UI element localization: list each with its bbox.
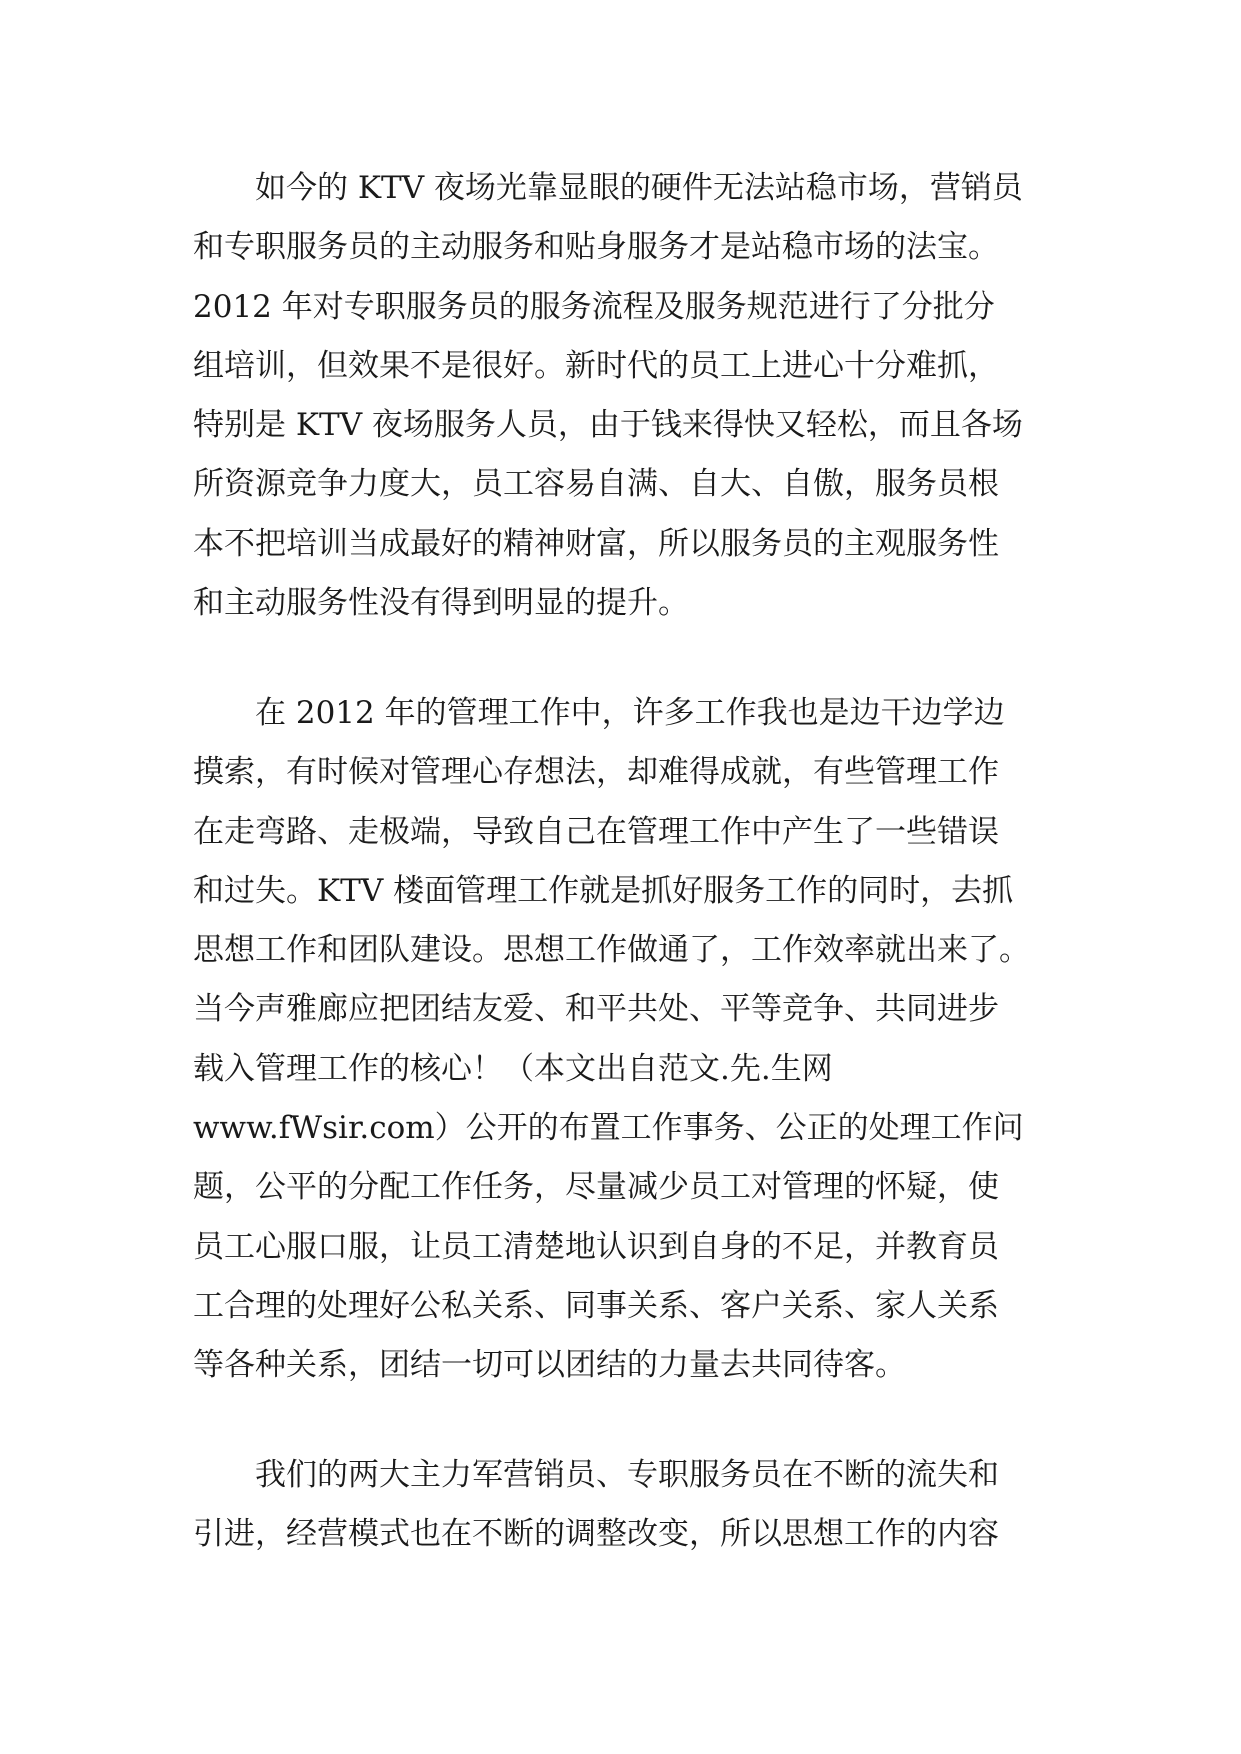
paragraph-line: 我们的两大主力军营销员、专职服务员在不断的流失和 <box>193 1457 999 1493</box>
paragraph-1 <box>193 159 1043 633</box>
paragraph-line: 员工心服口服，让员工清楚地认识到自身的不足，并教育员 <box>193 1228 999 1265</box>
justified-char: 工 <box>317 1050 348 1087</box>
justified-char: . <box>760 1050 771 1087</box>
paragraph-2 <box>193 684 1043 1396</box>
paragraph-line-justified <box>193 1040 1043 1099</box>
justified-char: 本 <box>534 1050 565 1087</box>
justified-char: 作 <box>348 1050 379 1087</box>
paragraph-line: 和过失。KTV 楼面管理工作就是抓好服务工作的同时，去抓 <box>193 872 1014 909</box>
justified-char: 理 <box>286 1050 317 1087</box>
justified-char: 出 <box>596 1050 627 1087</box>
justified-char: 生 <box>770 1050 802 1087</box>
justified-char: 自 <box>627 1050 658 1087</box>
paragraph-line: 题，公平的分配工作任务，尽量减少员工对管理的怀疑，使 <box>193 1169 999 1206</box>
paragraph-line: 等各种关系，团结一切可以团结的力量去共同待客。 <box>193 1347 906 1384</box>
paragraph-line: 工合理的处理好公私关系、同事关系、客户关系、家人关系 <box>193 1287 999 1324</box>
paragraph-line: 当今声雅廊应把团结友爱、和平共处、平等竞争、共同进步 <box>193 991 999 1028</box>
justified-char: 的 <box>379 1050 410 1087</box>
justified-char: 心 <box>441 1050 472 1087</box>
paragraph-line: 和专职服务员的主动服务和贴身服务才是站稳市场的法宝。 <box>193 229 999 266</box>
justified-char: 范 <box>658 1050 689 1087</box>
justified-char: 文 <box>565 1050 596 1087</box>
justified-char: 核 <box>410 1050 441 1087</box>
justified-char: . <box>720 1050 730 1087</box>
paragraph-line: 引进，经营模式也在不断的调整改变，所以思想工作的内容 <box>193 1516 999 1553</box>
justified-char: 管 <box>255 1050 286 1087</box>
justified-char: 入 <box>224 1050 255 1087</box>
paragraph-line: 在走弯路、走极端，导致自己在管理工作中产生了一些错误 <box>193 813 999 850</box>
justified-char: 载 <box>193 1050 224 1087</box>
paragraph-line: 本不把培训当成最好的精神财富，所以服务员的主观服务性 <box>193 525 999 562</box>
paragraph-line: 和主动服务性没有得到明显的提升。 <box>193 585 689 622</box>
paragraph-3 <box>193 1446 1043 1565</box>
paragraph-line: 摸索，有时候对管理心存想法，却难得成就，有些管理工作 <box>193 754 999 791</box>
justified-char: 文 <box>689 1050 720 1087</box>
paragraph-line: 2012 年对专职服务员的服务流程及服务规范进行了分批分 <box>193 288 995 325</box>
paragraph-line: 特别是 KTV 夜场服务人员，由于钱来得快又轻松，而且各场 <box>193 407 1023 444</box>
justified-char: （ <box>503 1050 534 1087</box>
paragraph-line: www.fWsir.com）公开的布置工作事务、公正的处理工作问 <box>193 1110 1024 1147</box>
paragraph-line: 所资源竞争力度大，员工容易自满、自大、自傲，服务员根 <box>193 466 999 503</box>
paragraph-line: 如今的 KTV 夜场光靠显眼的硬件无法站稳市场，营销员 <box>193 170 1023 206</box>
justified-char: 先 <box>729 1050 761 1087</box>
justified-char: 网 <box>801 1050 833 1087</box>
paragraph-line: 思想工作和团队建设。思想工作做通了，工作效率就出来了。 <box>193 932 1030 969</box>
justified-char: ！ <box>472 1050 503 1087</box>
paragraph-line: 在 2012 年的管理工作中，许多工作我也是边干边学边 <box>193 695 1005 731</box>
paragraph-line: 组培训，但效果不是很好。新时代的员工上进心十分难抓， <box>193 347 999 384</box>
